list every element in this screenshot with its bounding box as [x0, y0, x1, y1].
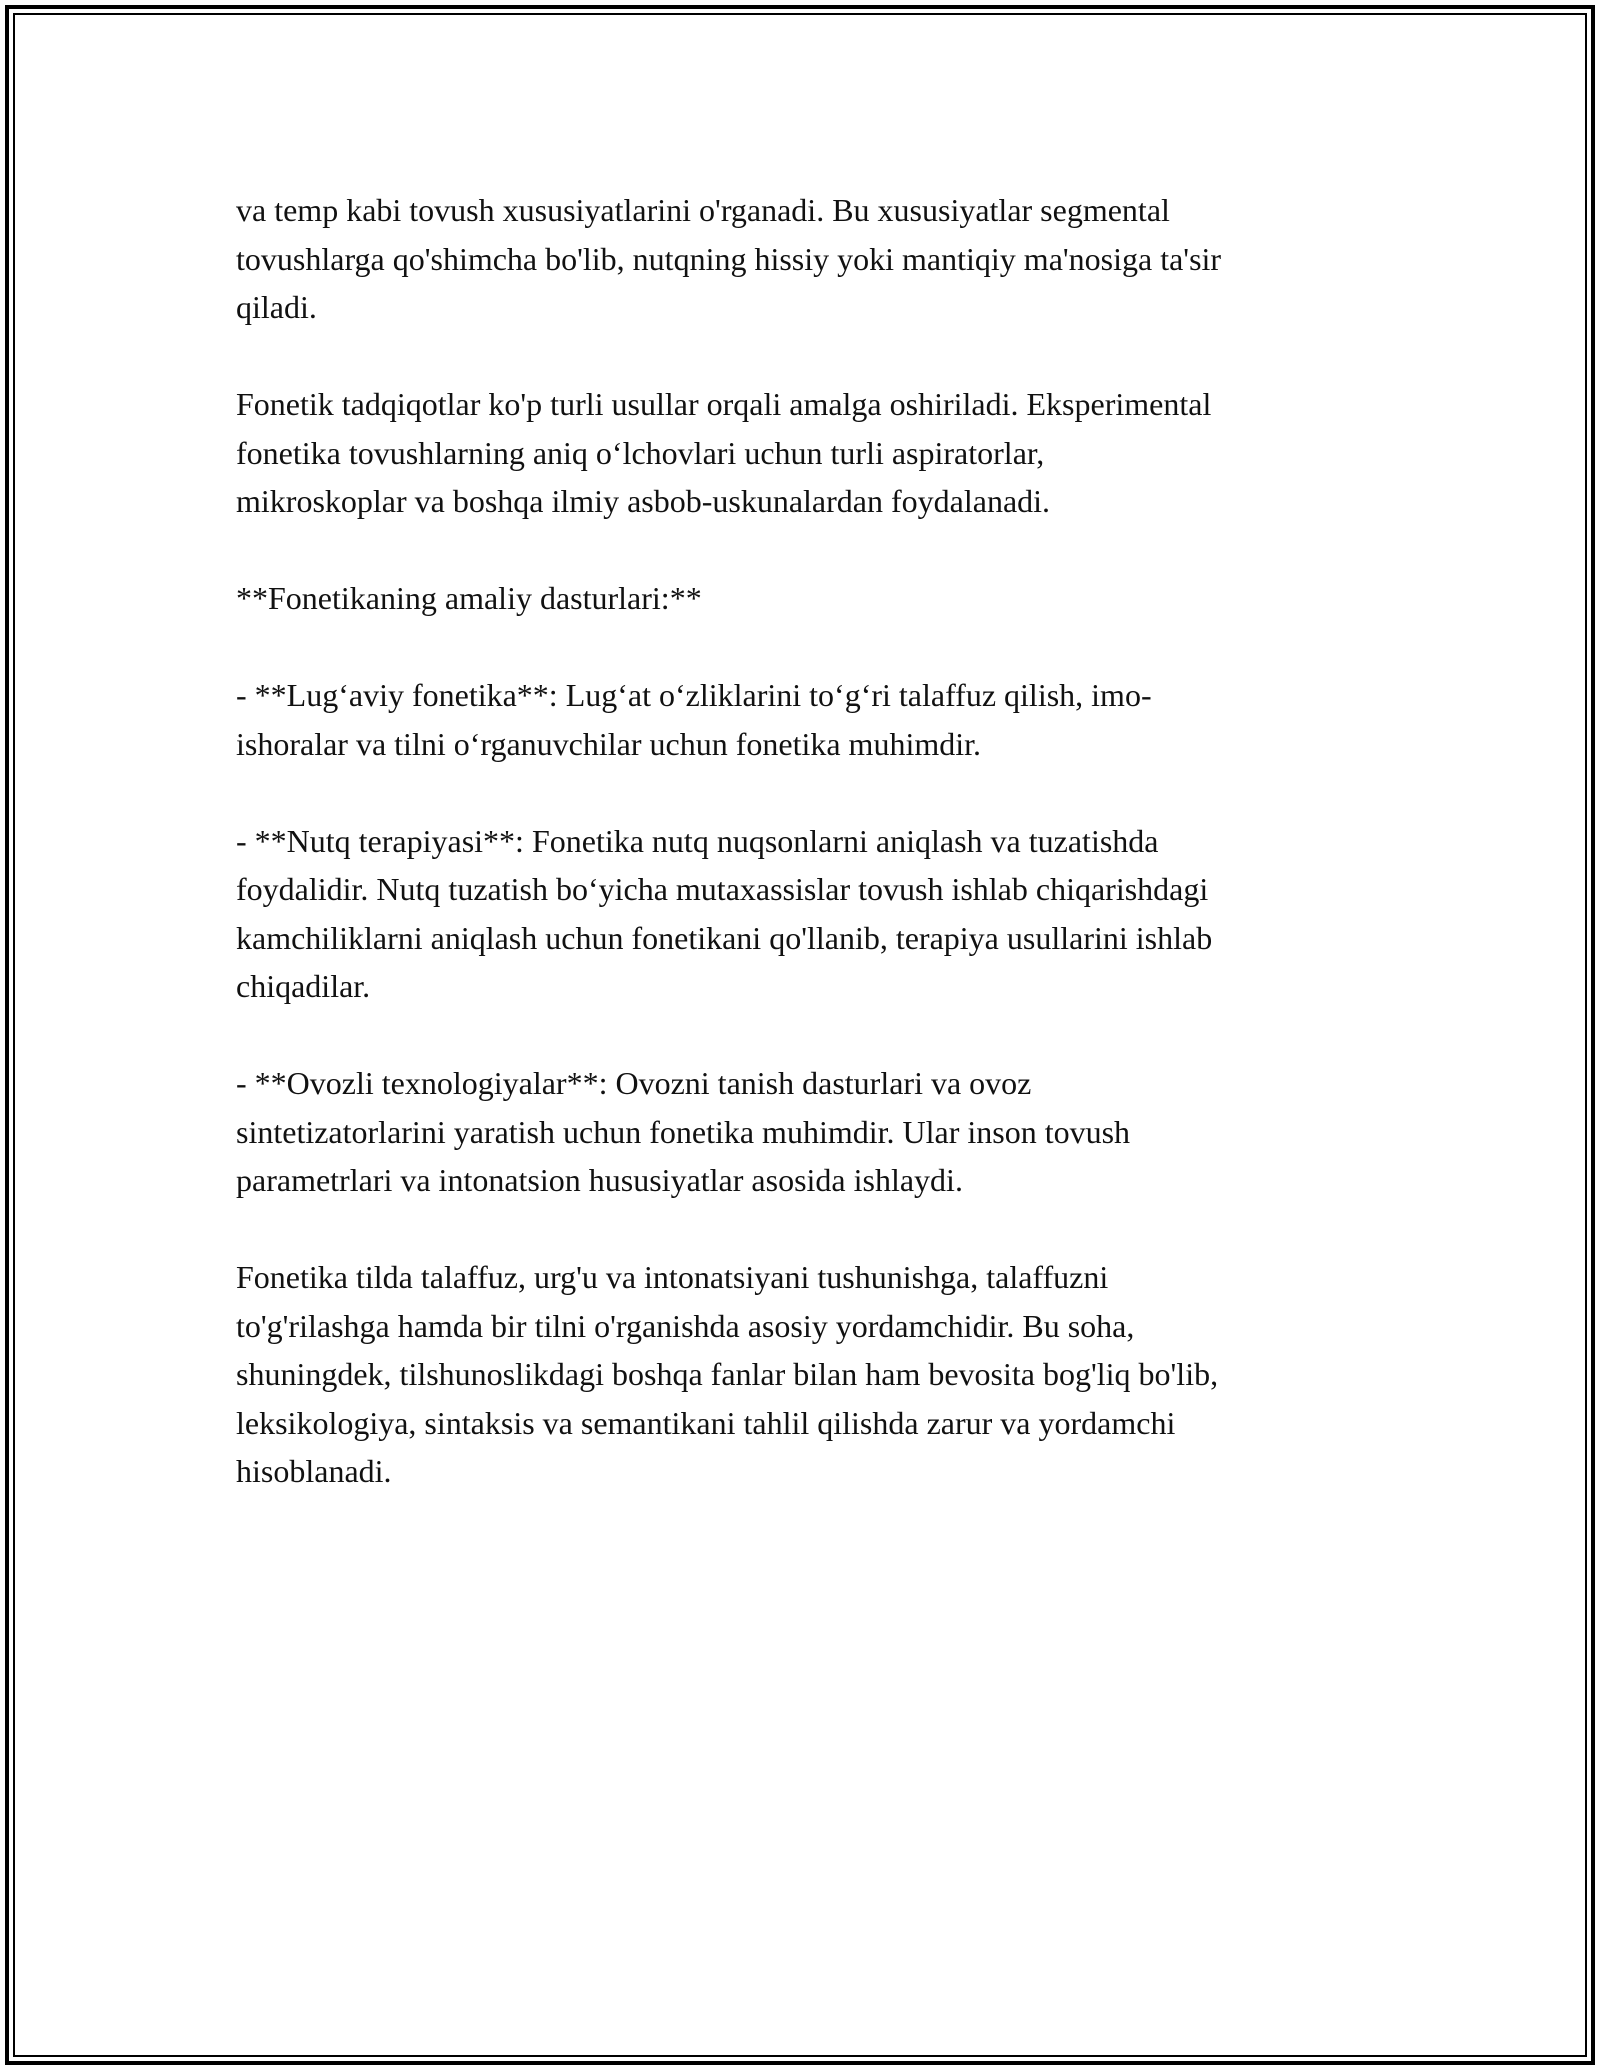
- text-line: leksikologiya, sintaksis va semantikani tahlil qilishda zarur va yordamchi: [236, 1404, 1176, 1441]
- text-line: hisoblanadi.: [236, 1453, 392, 1489]
- list-item-speech-therapy: [236, 817, 1386, 1011]
- text-line: fonetika tovushlarning aniq o‘lchovlari uchun turli aspiratorlar,: [236, 434, 1045, 471]
- text-line: ishoralar va tilni o‘rganuvchilar uchun fonetika muhimdir.: [236, 725, 981, 762]
- text-line: kamchiliklarni aniqlash uchun fonetikani qo'llanib, terapiya usullarini ishlab: [236, 919, 1213, 956]
- section-heading: [236, 574, 1386, 623]
- text-line: Fonetik tadqiqotlar ko'p turli usullar orqali amalga oshiriladi. Eksperimental: [236, 386, 1212, 422]
- text-line: foydalidir. Nutq tuzatish bo‘yicha mutaxassislar tovush ishlab chiqarishdagi: [236, 871, 1209, 907]
- heading-text: **Fonetikaning amaliy dasturlari:**: [236, 580, 702, 616]
- paragraph-conclusion: [236, 1253, 1386, 1496]
- text-line: - **Lug‘aviy fonetika**: Lug‘at o‘zliklarini to‘g‘ri talaffuz qilish, imo-: [236, 677, 1152, 713]
- paragraph-research-methods: [236, 380, 1386, 526]
- text-line: - **Nutq terapiyasi**: Fonetika nutq nuqsonlarni aniqlash va tuzatishda: [236, 822, 1159, 859]
- text-line: to'g'rilashga hamda bir tilni o'rganishda asosiy yordamchidir. Bu soha,: [236, 1307, 1135, 1344]
- paragraph-prosody: [236, 186, 1386, 332]
- text-line: tovushlarga qo'shimcha bo'lib, nutqning hissiy yoki mantiqiy ma'nosiga ta'sir: [236, 240, 1222, 277]
- text-line: parametrlari va intonatsion hususiyatlar asosida ishlaydi.: [236, 1162, 963, 1198]
- text-line: shuningdek, tilshunoslikdagi boshqa fanlar bilan ham bevosita bog'liq bo'lib,: [236, 1356, 1219, 1392]
- text-line: Fonetika tilda talaffuz, urg'u va intonatsiyani tushunishga, talaffuzni: [236, 1259, 1109, 1295]
- text-line: - **Ovozli texnologiyalar**: Ovozni tanish dasturlari va ovoz: [236, 1065, 1032, 1101]
- text-line: sintetizatorlarini yaratish uchun fonetika muhimdir. Ular inson tovush: [236, 1113, 1131, 1150]
- text-line: chiqadilar.: [236, 968, 371, 1004]
- list-item-voice-technologies: [236, 1059, 1386, 1205]
- document-body: [236, 186, 1386, 1496]
- list-item-lexical-phonetics: [236, 671, 1386, 768]
- text-line: qiladi.: [236, 289, 317, 325]
- text-line: mikroskoplar va boshqa ilmiy asbob-uskunalardan foydalanadi.: [236, 483, 1051, 519]
- text-line: va temp kabi tovush xususiyatlarini o'rganadi. Bu xususiyatlar segmental: [236, 192, 1170, 228]
